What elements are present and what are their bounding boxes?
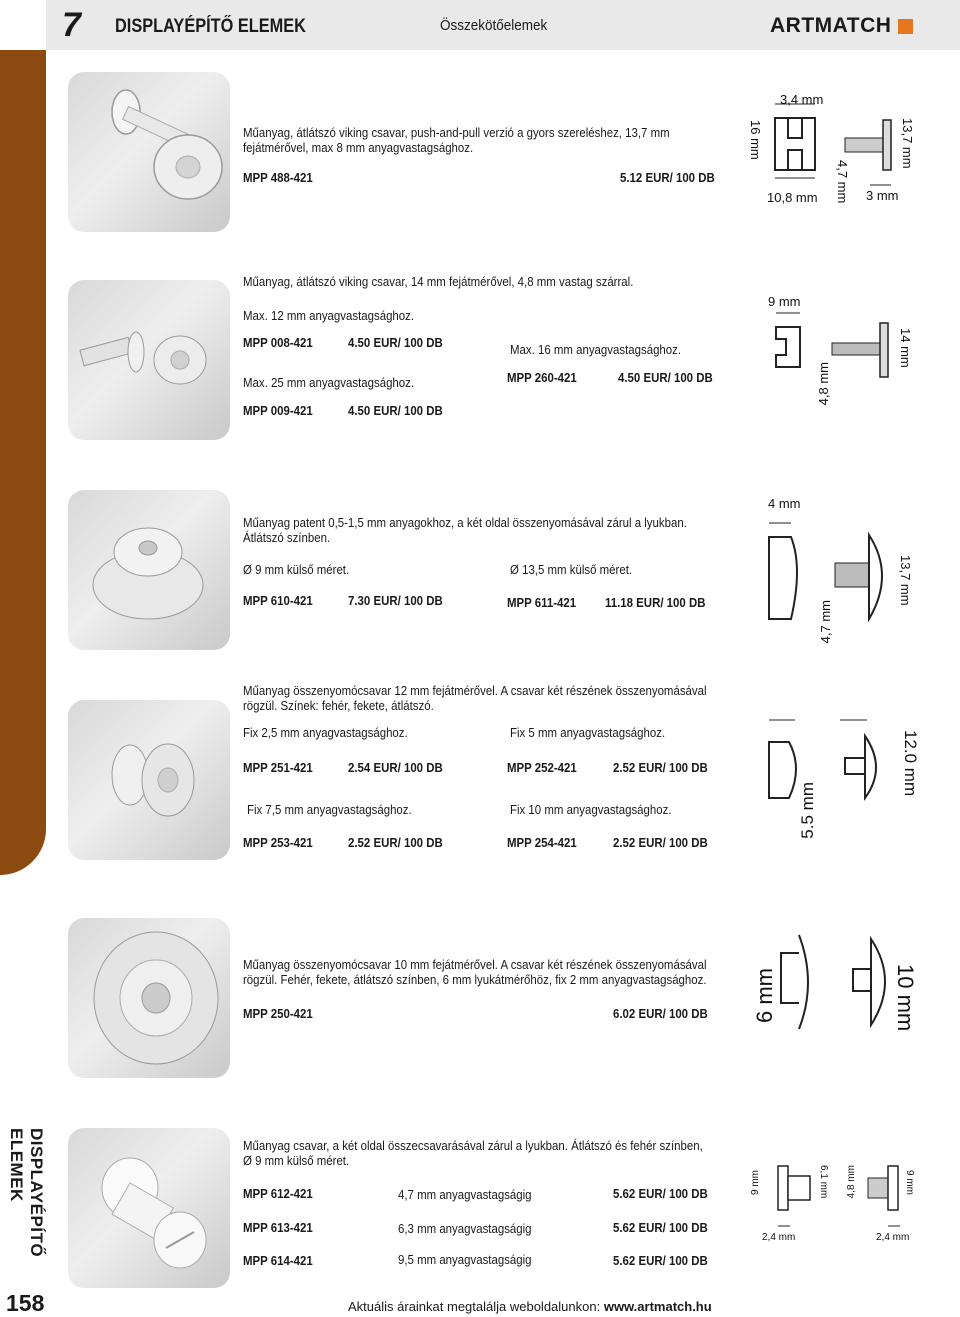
product-code: MPP 251-421 — [243, 760, 313, 775]
variant-note: Ø 9 mm külső méret. — [243, 562, 350, 577]
product-price: 2.52 EUR/ 100 DB — [613, 835, 708, 850]
brand-mark-icon — [898, 19, 913, 34]
dimension-label: 16 mm — [748, 120, 763, 160]
product-code: MPP 250-421 — [243, 1006, 313, 1021]
variant-note: 6,3 mm anyagvastagságig — [398, 1221, 532, 1236]
press-screw-photo — [68, 700, 230, 860]
footer — [348, 1299, 712, 1314]
product-price: 5.62 EUR/ 100 DB — [613, 1186, 708, 1201]
dimension-label: 9 mm — [750, 1170, 761, 1195]
viking-screw-photo — [68, 72, 230, 232]
dimension-label: 10 mm — [893, 964, 918, 1032]
patent-rivet-photo — [68, 490, 230, 650]
product-description: Műanyag, átlátszó viking csavar, push-and-pull verzió a gyors szereléshez, 13,7 mm fejátmérővel, max 8 mm anyagvastagsághoz. — [243, 125, 670, 155]
technical-drawing — [755, 712, 920, 832]
dimension-label: 4,8 mm — [816, 362, 831, 406]
press-screw-photo — [68, 918, 230, 1078]
dimension-label: 6,1 mm — [818, 1165, 829, 1199]
product-price: 2.52 EUR/ 100 DB — [348, 835, 443, 850]
chapter-number: 7 — [62, 6, 81, 44]
product-code: MPP 488-421 — [243, 170, 313, 185]
product-price: 11.18 EUR/ 100 DB — [605, 595, 706, 610]
dimension-label: 13,7 mm — [898, 555, 913, 606]
product-price: 5.12 EUR/ 100 DB — [620, 170, 715, 185]
product-description: Műanyag csavar, a két oldal összecsavarásával zárul a lyukban. Átlátszó és fehér színben, Ø 9 mm külső méret. — [243, 1138, 703, 1168]
variant-note: Fix 2,5 mm anyagvastagsághoz. — [243, 725, 408, 740]
dimension-label: 5.5 mm — [798, 782, 817, 839]
viking-screw-photo — [68, 280, 230, 440]
dimension-label: 6 mm — [752, 968, 777, 1023]
product-code: MPP 614-421 — [243, 1253, 313, 1268]
product-code: MPP 613-421 — [243, 1220, 313, 1235]
product-code: MPP 260-421 — [507, 370, 577, 385]
product-photo — [68, 490, 230, 650]
dimension-label: 3 mm — [866, 188, 899, 203]
product-photo — [68, 280, 230, 440]
product-description: Műanyag összenyomócsavar 10 mm fejátmérővel. A csavar két részének összenyomásával rögzül. Fehér, fekete, átlátszó színben, 6 mm lyukátmérőhöz, fix 2 mm anyagvastagsághoz. — [243, 957, 707, 987]
product-description: Műanyag, átlátszó viking csavar, 14 mm fejátmérővel, 4,8 mm vastag szárral. — [243, 274, 634, 289]
footer-text: Aktuális árainkat megtalálja weboldalunkon: — [348, 1299, 604, 1314]
product-code: MPP 008-421 — [243, 335, 313, 350]
dimension-label: 4,7 mm — [818, 600, 833, 644]
dimension-label: 9 mm — [768, 294, 801, 309]
dimension-label: 10,8 mm — [767, 190, 818, 205]
product-code: MPP 610-421 — [243, 593, 313, 608]
brand-logo: ARTMATCH — [770, 14, 892, 37]
product-code: MPP 009-421 — [243, 403, 313, 418]
variant-note: Fix 5 mm anyagvastagsághoz. — [510, 725, 666, 740]
product-price: 7.30 EUR/ 100 DB — [348, 593, 443, 608]
product-photo — [68, 700, 230, 860]
product-price: 2.54 EUR/ 100 DB — [348, 760, 443, 775]
variant-note: Fix 10 mm anyagvastagsághoz. — [510, 802, 672, 817]
product-description: Műanyag patent 0,5-1,5 mm anyagokhoz, a két oldal összenyomásával zárul a lyukban. Átlátszó színben. — [243, 515, 687, 545]
product-price: 5.62 EUR/ 100 DB — [613, 1220, 708, 1235]
dimension-label: 4,8 mm — [846, 1165, 857, 1199]
dimension-label: 2,4 mm — [762, 1232, 796, 1243]
section-title: Összekötőelemek — [440, 17, 548, 34]
product-description: Műanyag összenyomócsavar 12 mm fejátmérővel. A csavar két részének összenyomásával rögzül. Színek: fehér, fekete, átlátszó. — [243, 683, 707, 713]
side-chapter-band — [0, 50, 46, 875]
side-chapter-label: DISPLAYÉPÍTŐ ELEMEK — [7, 1128, 46, 1258]
variant-note: Max. 16 mm anyagvastagsághoz. — [510, 342, 682, 357]
dimension-label: 13,7 mm — [900, 118, 915, 169]
product-code: MPP 612-421 — [243, 1186, 313, 1201]
dimension-label: 12.0 mm — [901, 730, 920, 797]
dimension-label: 3,4 mm — [780, 92, 824, 107]
technical-drawing — [755, 505, 920, 645]
product-price: 4.50 EUR/ 100 DB — [618, 370, 713, 385]
variant-note: Max. 12 mm anyagvastagsághoz. — [243, 308, 415, 323]
dimension-label: 4,7 mm — [835, 160, 850, 204]
page-number: 158 — [6, 1290, 45, 1316]
variant-note: Ø 13,5 mm külső méret. — [510, 562, 633, 577]
product-price: 6.02 EUR/ 100 DB — [613, 1006, 708, 1021]
header-tab — [0, 0, 46, 50]
variant-note: Fix 7,5 mm anyagvastagsághoz. — [247, 802, 412, 817]
product-code: MPP 611-421 — [507, 595, 577, 610]
binding-screw-photo — [68, 1128, 230, 1288]
footer-link[interactable]: www.artmatch.hu — [603, 1299, 712, 1314]
chapter-title: DISPLAYÉPÍTŐ ELEMEK — [115, 16, 306, 37]
dimension-label: 2,4 mm — [876, 1232, 910, 1243]
variant-note: Max. 25 mm anyagvastagsághoz. — [243, 375, 415, 390]
dimension-label: 14 mm — [898, 328, 913, 368]
product-price: 4.50 EUR/ 100 DB — [348, 335, 443, 350]
product-price: 4.50 EUR/ 100 DB — [348, 403, 443, 418]
product-code: MPP 252-421 — [507, 760, 577, 775]
product-price: 5.62 EUR/ 100 DB — [613, 1253, 708, 1268]
variant-note: 9,5 mm anyagvastagságig — [398, 1252, 532, 1267]
product-photo — [68, 918, 230, 1078]
technical-drawing — [760, 1160, 920, 1235]
dimension-label: 9 mm — [904, 1170, 915, 1195]
product-code: MPP 254-421 — [507, 835, 577, 850]
product-code: MPP 253-421 — [243, 835, 313, 850]
product-photo — [68, 1128, 230, 1288]
product-photo — [68, 72, 230, 232]
variant-note: 4,7 mm anyagvastagságig — [398, 1187, 532, 1202]
technical-drawing — [760, 295, 920, 425]
product-price: 2.52 EUR/ 100 DB — [613, 760, 708, 775]
dimension-label: 4 mm — [768, 496, 801, 511]
